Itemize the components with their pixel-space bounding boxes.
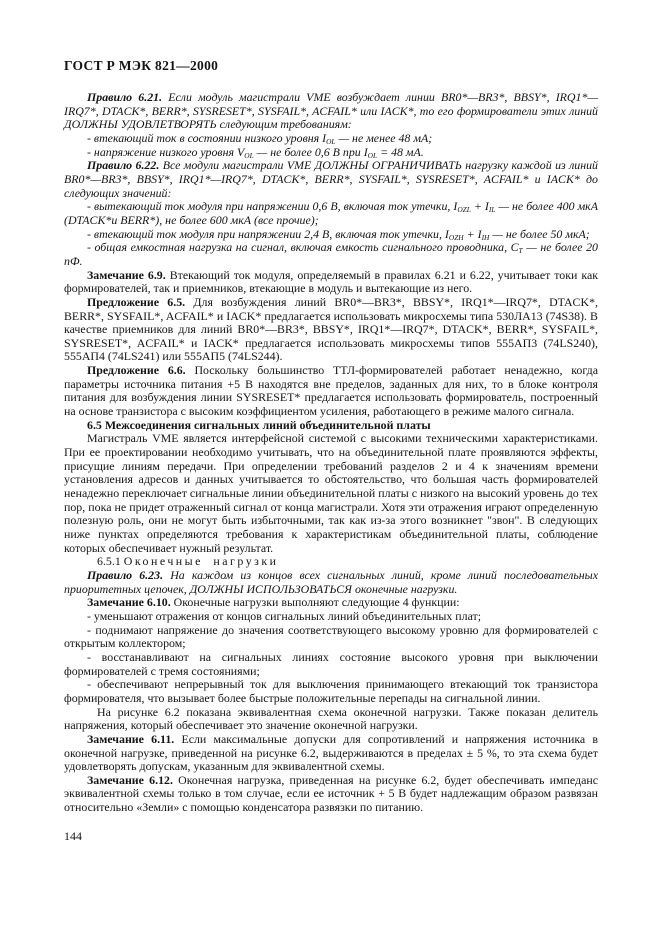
text-run: Предложение 6.6.: [87, 363, 186, 378]
text-run: С: [510, 240, 519, 255]
text-run: — не более 0,6 В при: [253, 144, 364, 159]
rule-6-22: [64, 159, 598, 200]
section-6-5-1-heading: [64, 555, 598, 569]
text-run: Т: [518, 246, 523, 256]
note-6-10-item-1: [64, 610, 598, 624]
text-run: — не более 50 мкА;: [489, 226, 590, 241]
section-6-5-heading: [64, 419, 598, 433]
text-run: - напряжение низкого уровня: [87, 144, 237, 159]
text-run: Замечание 6.9.: [87, 267, 166, 282]
text-run: OL: [326, 137, 336, 147]
text-run: Все модули магистрали VME ДОЛЖНЫ ОГРАНИЧИВАТЬ нагрузку каждой из линий BR0*—BR3*, BBSY*, IRQ1*—IRQ7*, DTACK*, BERR*, SYSFAIL*, SYSRESET*, ACFAIL* и IACK* до следующих значений:: [64, 158, 598, 200]
text-run: = 48 мА.: [377, 144, 424, 159]
text-run: I: [444, 226, 449, 241]
text-run: 6.5.1: [97, 554, 124, 569]
text-run: - поднимают напряжение до значения соответствующего высокому уровню для формирователей с открытым коллектором;: [64, 622, 598, 651]
text-run: Если максимальные допуски для сопротивлений и напряжения источника в оконечной нагрузке, приведенной на рисунке 6.2, выдерживаются в пределах ± 5 %, то эта схема будет удовлетворять допускам, указанным для эквивалентной схемы.: [64, 731, 599, 774]
text-run: OZH: [448, 232, 464, 242]
text-run: V: [236, 144, 245, 159]
text-run: — не более 400 мкА (DTACK*и BERR*), не более 600 мкА (все прочие);: [64, 199, 598, 227]
text-run: На каждом из концов всех сигнальных линий, кроме линий последовательных приоритетных цепочек, ДОЛЖНЫ ИСПОЛЬЗОВАТЬСЯ оконечные нагрузки.: [64, 567, 598, 596]
text-run: I: [322, 130, 327, 145]
text-run: Правило 6.23.: [87, 567, 164, 582]
text-run: Правило 6.22.: [87, 158, 160, 173]
text-run: Если модуль магистрали VME возбуждает линии BR0*—BR3*, BBSY*, IRQ1*—IRQ7*, DTACK*, BERR*, SYSRESET*, SYSFAIL*, ACFAIL* или IACK*, то его формирователи этих линий ДОЛЖНЫ УДОВЛЕТВОРЯТЬ следующим требованиям:: [64, 90, 598, 132]
text-run: OZL: [457, 205, 471, 215]
text-run: Оконечная нагрузка, приведенная на рисунке 6.2, будет обеспечивать импеданс эквивалентной схемы только в том случае, если ее источник + 5 В будет надлежащим образом развязан относительно «Земли» с помощью конденсатора развязки по питанию.: [64, 772, 598, 815]
standard-designation: ГОСТ Р МЭК 821—2000: [64, 58, 219, 73]
text-run: - уменьшают отражения от концов сигнальных линий объединительных плат;: [87, 608, 482, 623]
text-run: - обеспечивают непрерывный ток для выключения принимающего втекающий ток транзистора формирователя, что вызывает более быстрые положительные перепады на сигнальной линии.: [64, 677, 598, 705]
note-6-11: [64, 733, 598, 774]
text-run: Оконечные нагрузки выполняют следующие 4 функции:: [170, 595, 460, 610]
suggestion-6-5: [64, 296, 598, 364]
text-run: IL: [488, 205, 496, 215]
text-run: - общая емкостная нагрузка на сигнал, включая емкость сигнального проводника,: [87, 240, 511, 255]
page-number: 144: [64, 828, 82, 843]
note-6-10-item-4: [64, 678, 598, 705]
text-run: Замечание 6.12.: [87, 772, 173, 787]
text-run: Оконечные нагрузки: [123, 554, 279, 569]
figure-6-2-reference: [64, 706, 598, 733]
rule-6-22-item-2: [64, 228, 598, 242]
text-run: Замечание 6.10.: [87, 595, 171, 610]
text-run: +: [463, 226, 478, 241]
text-run: I: [453, 199, 458, 214]
suggestion-6-6: [64, 364, 598, 419]
text-run: OL: [244, 150, 254, 160]
rule-6-21-item-2: [64, 146, 598, 160]
text-run: - восстанавливают на сигнальных линиях состояние высокого уровня при выключении формирователей с тремя состояниями;: [64, 649, 598, 678]
text-run: I: [484, 199, 489, 214]
note-6-10-item-2: [64, 624, 598, 651]
text-run: Магистраль VME является интерфейсной системой с высокими техническими характеристиками. При ее проектировании необходимо учитывать, что на объединительной плате проявляются эффекты, присущие линиям передачи. При определении требований разделов 2 и 4 к значениям времени установления адресов и данных учитывается то обстоятельство, что большая часть формирователей ненадежно переключает сигнальные линии объединительной платы с низкого на высокий уровень до тех пор, пока не придет отраженный сигнал от конца магистрали. Хотя эти отражения играют определенную полезную роль, они не могут быть избыточными, так как из-за этого возникнет "звон". В следующих ниже пунктах определяются требования к характеристикам объединительной платы, соблюдение которых обеспечивает нужный результат.: [64, 431, 598, 555]
text-run: I: [477, 226, 482, 241]
note-6-10-item-3: [64, 651, 598, 678]
rule-6-22-item-1: [64, 200, 598, 227]
text-run: I: [363, 144, 368, 159]
rule-6-21-item-1: [64, 132, 598, 146]
note-6-10: [64, 596, 598, 610]
text-run: Для возбуждения линий BR0*—BR3*, BBSY*, IRQ1*—IRQ7*, DTACK*, BERR*, SYSFAIL*, ACFAIL* и IACK* предлагается использовать микросхемы типа 530ЛА13 (74S38). В качестве приемников для линий BR0*—BR3*, BBSY*, IRQ1*—IRQ7*, DTACK*, BERR*, SYSFAIL*, SYSRESET*, ACFAIL* и IACK* предлагается использовать микросхемы типов 555АП3 (74LS240), 555АП4 (74LS241) или 555АП5 (74LS244).: [64, 294, 598, 364]
text-run: Предложение 6.5.: [87, 294, 186, 309]
text-run: — не менее 48 мА;: [335, 130, 433, 145]
document-body: [64, 91, 598, 815]
text-run: 6.5 Межсоединения сигнальных линий объединительной платы: [87, 417, 431, 432]
text-run: +: [470, 199, 485, 214]
text-run: OL: [367, 150, 378, 160]
text-run: Правило 6.21.: [87, 90, 163, 104]
section-6-5-intro: [64, 432, 598, 555]
text-run: - вытекающий ток модуля при напряжении 0,6 В, включая ток утечки,: [87, 199, 454, 214]
note-6-9: [64, 269, 598, 296]
text-run: На рисунке 6.2 показана эквивалентная схема оконечной нагрузки. Также показан делитель напряжения, который обеспечивает это значение оконечной нагрузки.: [64, 704, 598, 733]
rule-6-22-item-3: [64, 241, 598, 268]
note-6-12: [64, 774, 598, 815]
rule-6-21: [64, 91, 598, 132]
text-run: - втекающий ток модуля при напряжении 2,4 В, включая ток утечки,: [87, 226, 445, 241]
text-run: - втекающий ток в состоянии низкого уровня: [87, 130, 323, 145]
text-run: Замечание 6.11.: [87, 731, 175, 746]
text-run: Втекающий ток модуля, определяемый в правилах 6.21 и 6.22, учитывает токи как формирователей, так и приемников, втекающие в модуль и вытекающие из него.: [64, 267, 598, 296]
rule-6-23: [64, 569, 598, 596]
text-run: IH: [481, 232, 490, 242]
text-run: Поскольку большинство ТТЛ-формирователей работает ненадежно, когда параметры источника питания +5 В находятся вне пределов, заданных для них, то в блоке контроля питания для возбуждения линии SYSRESET* предлагается использовать формирователь, построенный на основе транзистора с высоким коэффициентом усиления, работающего в режиме малого сигнала.: [64, 363, 598, 419]
text-run: — не более 20 пФ.: [64, 240, 598, 268]
